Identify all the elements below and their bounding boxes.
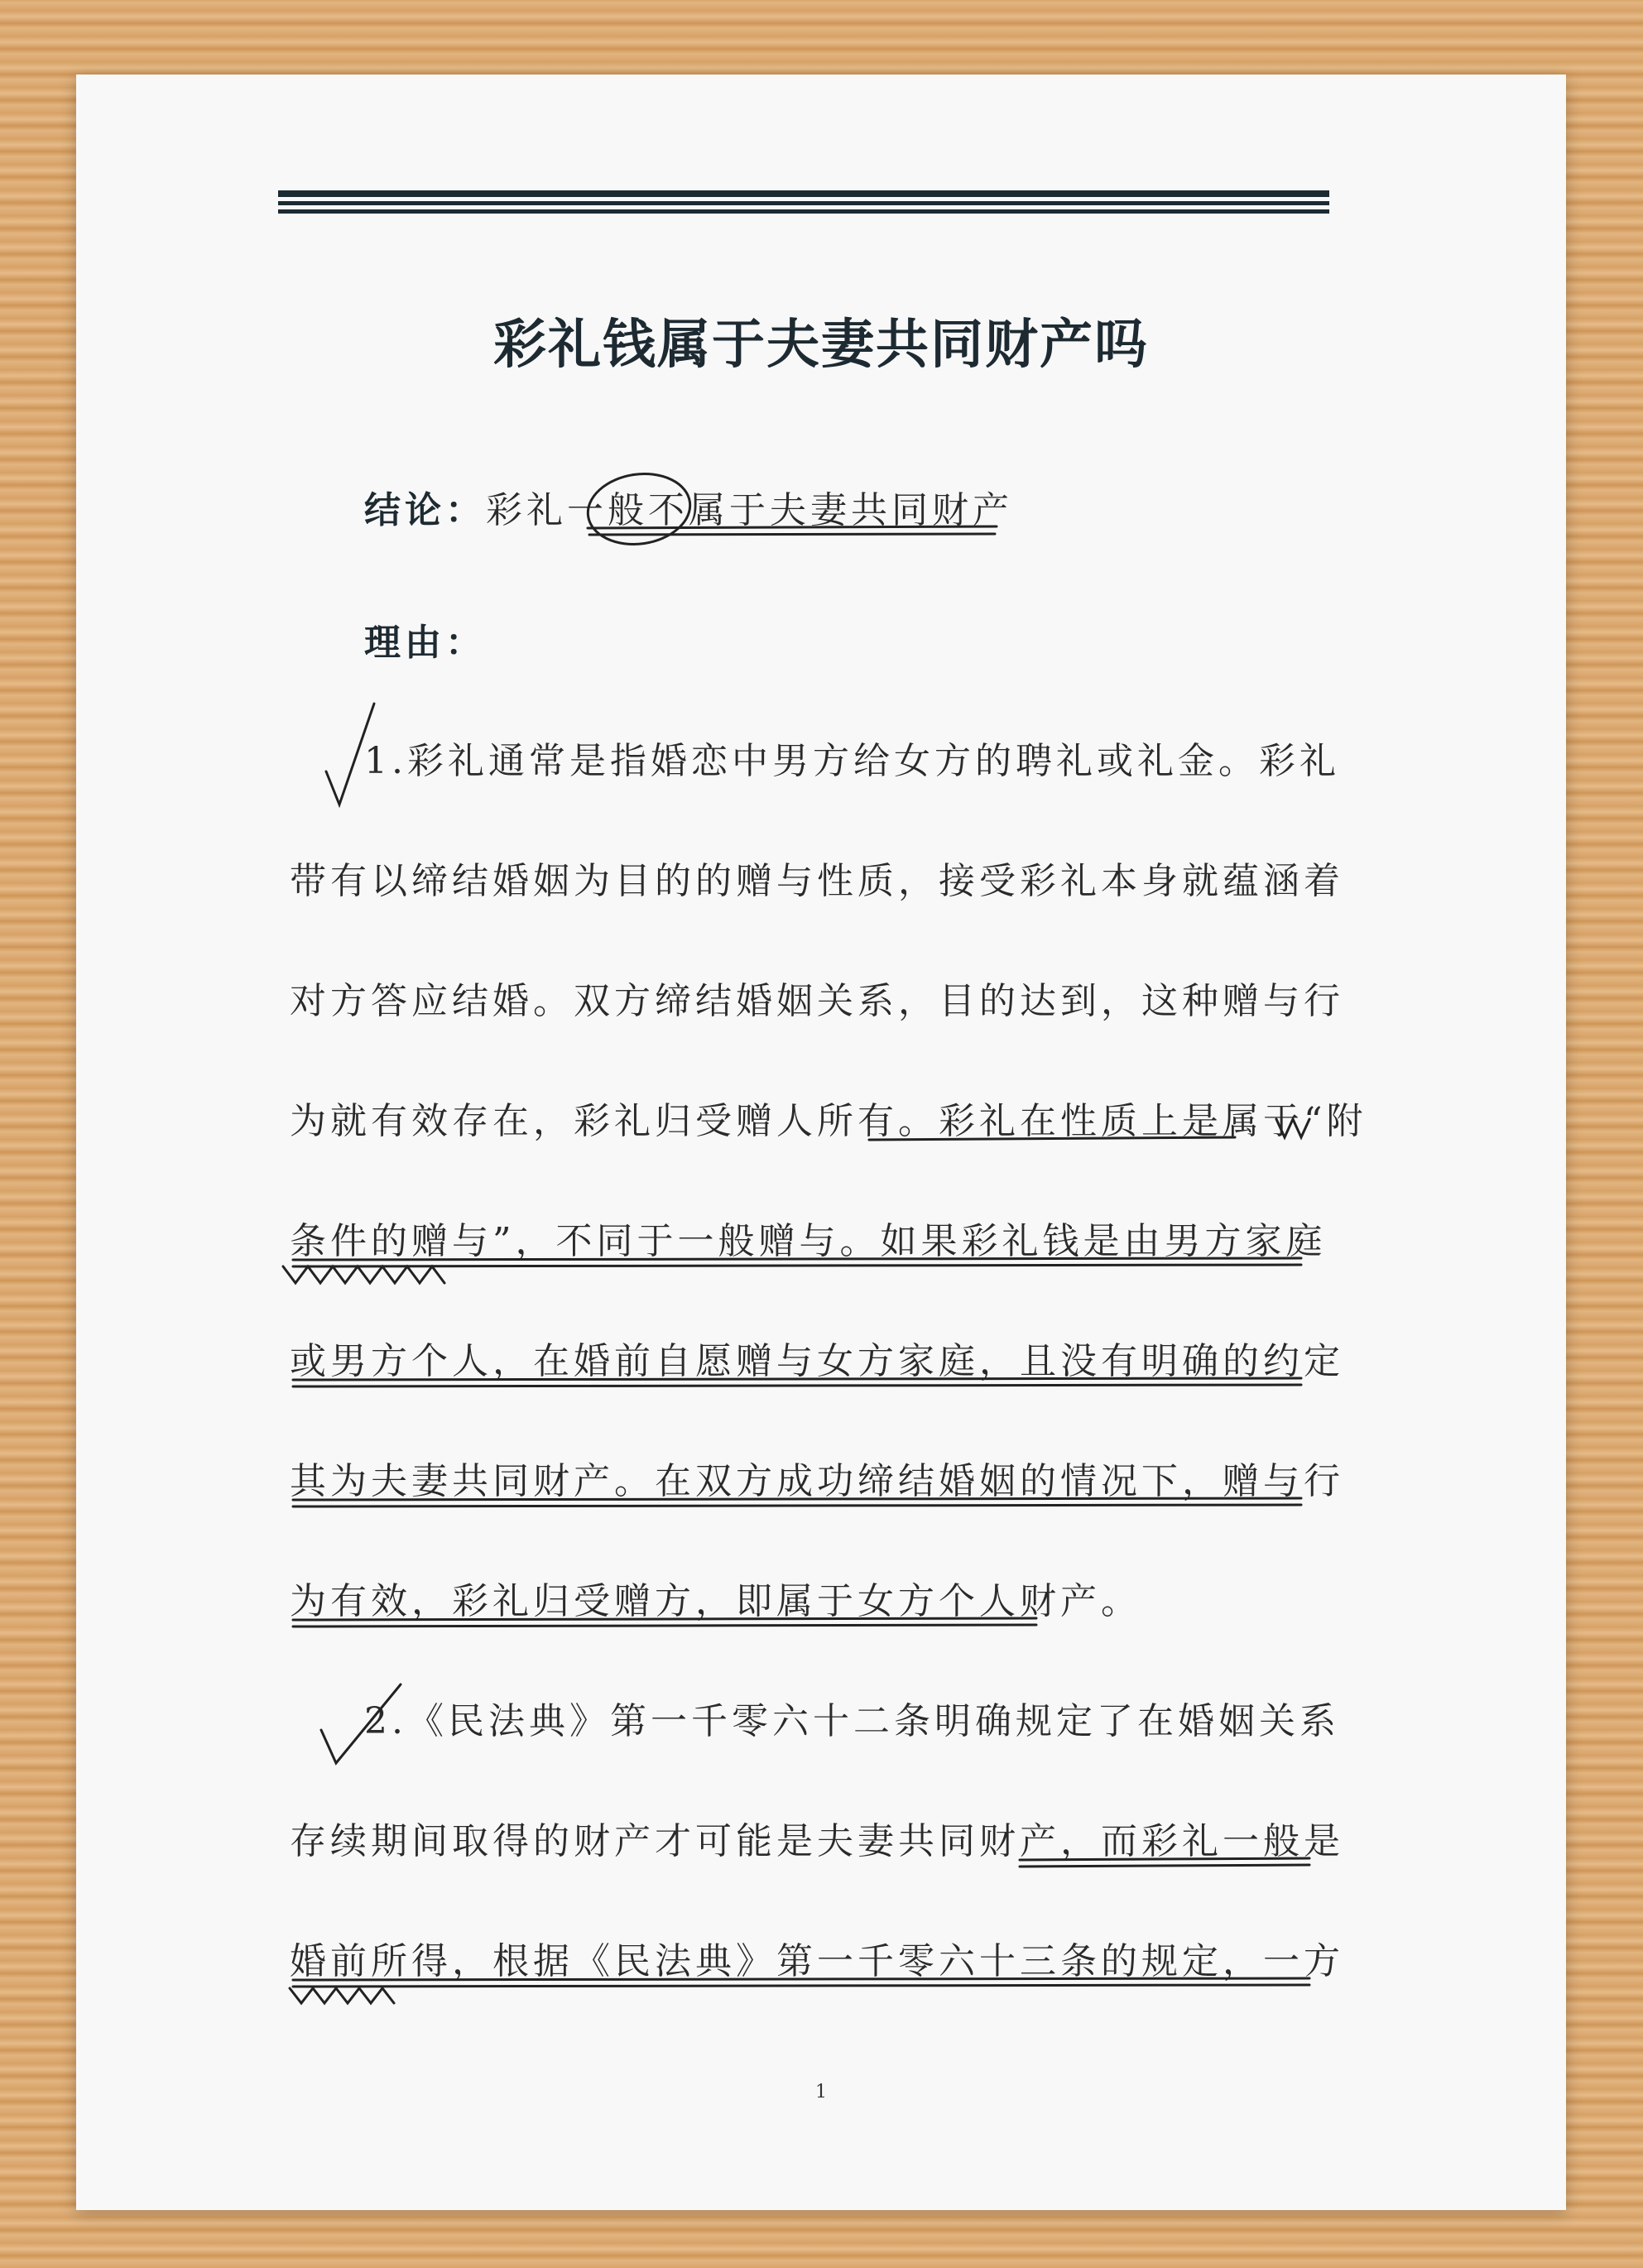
reason-label: 理由： xyxy=(364,622,486,664)
conclusion-label: 结论： xyxy=(364,489,486,531)
body-line-11: 婚前所得，根据《民法典》第一千零六十三条的规定，一方 xyxy=(290,1940,1344,1982)
paper-page xyxy=(76,74,1566,2210)
conclusion-line xyxy=(364,480,1013,533)
body-line-1: 1.彩礼通常是指婚恋中男方给女方的聘礼或礼金。彩礼 xyxy=(364,740,1340,782)
body-line-7: 其为夫妻共同财产。在双方成功缔结婚姻的情况下，赠与行 xyxy=(290,1460,1344,1502)
body-line-8: 为有效，彩礼归受赠方，即属于女方个人财产。 xyxy=(290,1580,1141,1622)
body-line-4: 为就有效存在，彩礼归受赠人所有。彩礼在性质上是属于“附 xyxy=(290,1100,1367,1142)
page-number: 1 xyxy=(815,2082,827,2102)
pen-zigzag xyxy=(290,1988,394,2003)
pen-zigzag xyxy=(283,1266,444,1283)
header-rule-line xyxy=(278,201,1329,205)
body-line-2: 带有以缔结婚姻为目的的赠与性质，接受彩礼本身就蕴涵着 xyxy=(290,860,1344,902)
body-line-10: 存续期间取得的财产才可能是夫妻共同财产，而彩礼一般是 xyxy=(290,1820,1344,1862)
header-rule xyxy=(278,190,1329,218)
body-line-6: 或男方个人，在婚前自愿赠与女方家庭，且没有明确的约定 xyxy=(290,1340,1344,1382)
document-title: 彩礼钱属于夫妻共同财产吗 xyxy=(493,314,1149,376)
body-line-9: 2.《民法典》第一千零六十二条明确规定了在婚姻关系 xyxy=(364,1700,1340,1742)
header-rule-line xyxy=(278,209,1329,214)
body-line-5: 条件的赠与”，不同于一般赠与。如果彩礼钱是由男方家庭 xyxy=(290,1220,1327,1262)
conclusion-text: 彩礼一般不属于夫妻共同财产 xyxy=(486,489,1013,531)
body-line-3: 对方答应结婚。双方缔结婚姻关系，目的达到，这种赠与行 xyxy=(290,980,1344,1022)
header-rule-line xyxy=(278,190,1329,197)
